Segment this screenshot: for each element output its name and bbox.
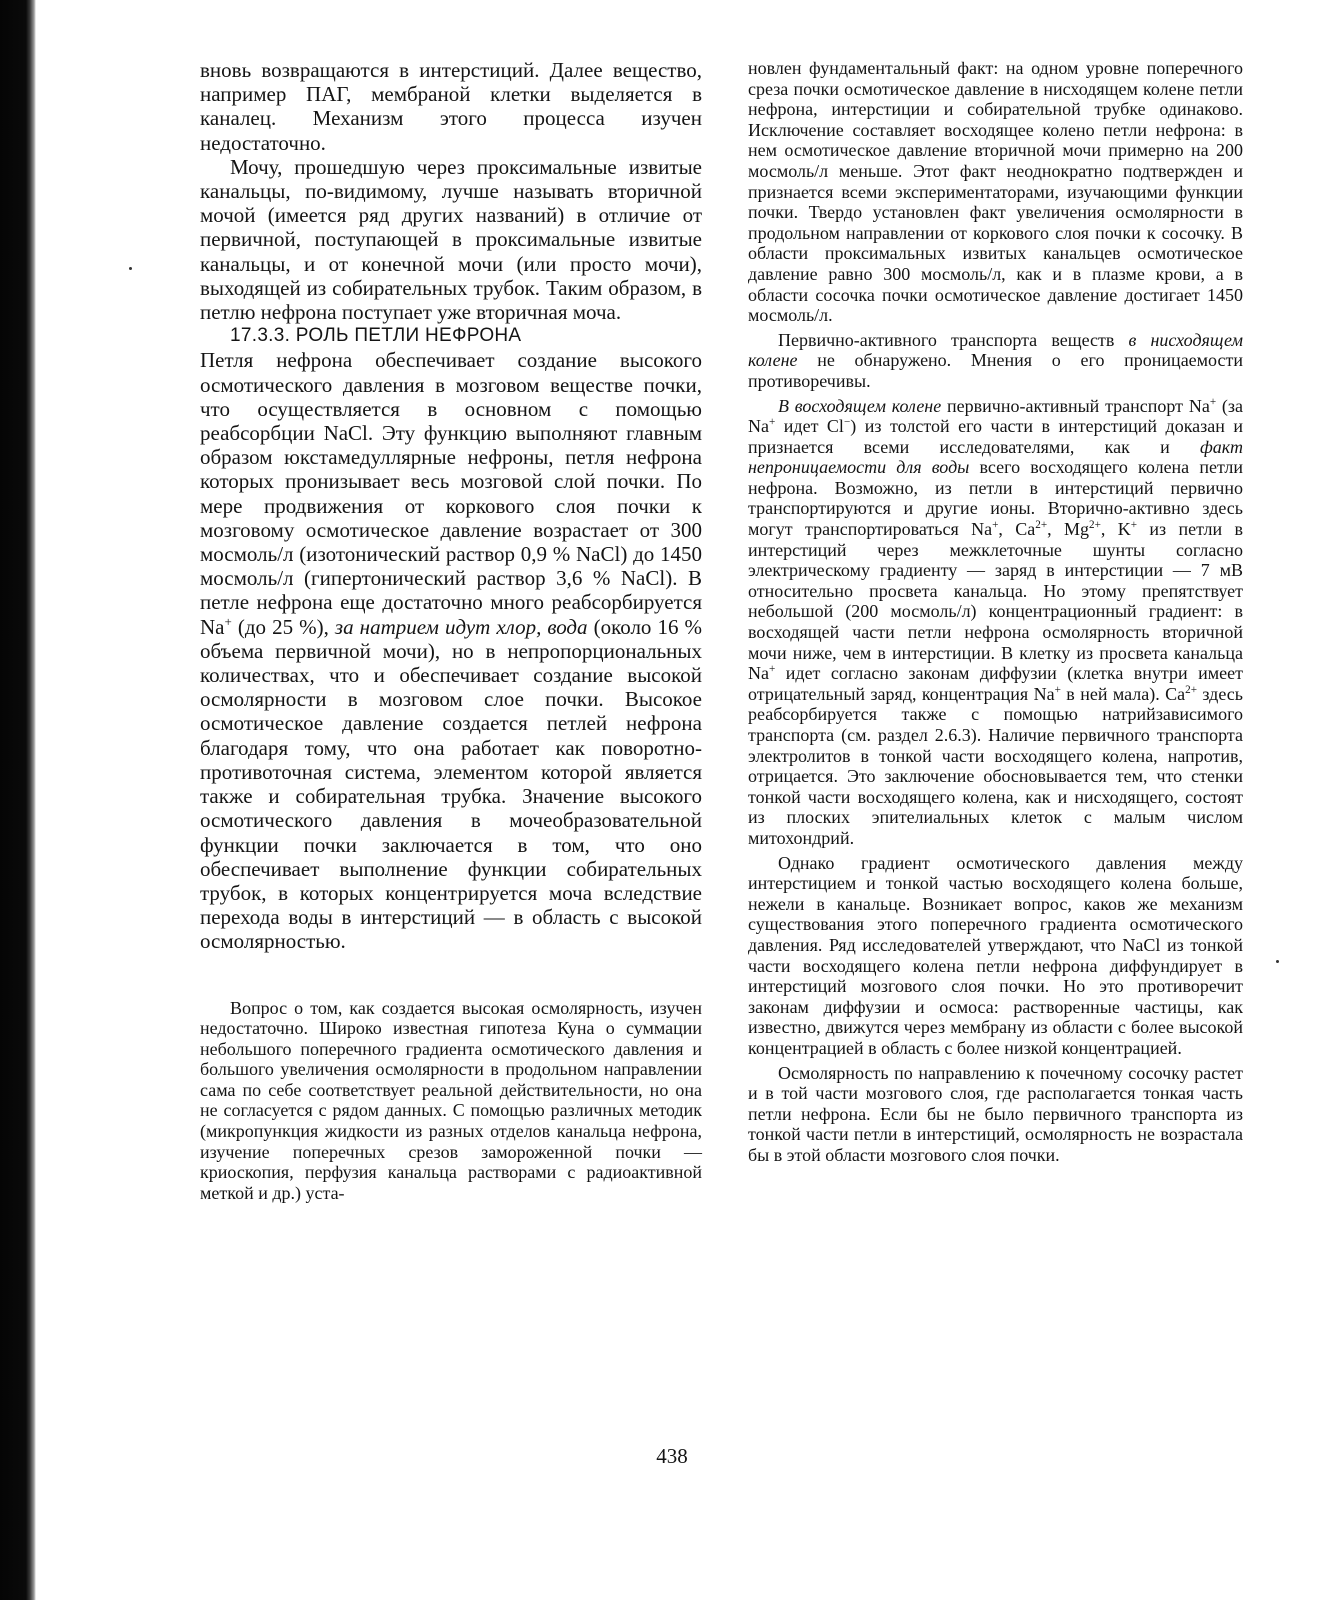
text-run: (за Na — [748, 395, 1244, 437]
paragraph — [748, 396, 1243, 849]
superscript: 2+ — [1088, 519, 1101, 532]
paragraph: Вопрос о том, как создается высокая осмолярность, изучен недостаточно. Широко известная гипотеза Куна о суммации небольшого поперечного градиента осмотического давления и большого увеличения осмолярности в продольном направлении сама по себе соответствует реальной действительности, но она не согласуется с рядом данных. С помощью различных методик (микропункция жидкости из разных отделов канальца нефрона, изучение поперечных срезов замороженной почки — криоскопия, перфузия канальца растворами с радиоактивной меткой и др.) уста- — [200, 997, 702, 1203]
text-run: идет согласно законам диффузии (клетка внутри имеет отрицательный заряд, концентрация Na — [748, 663, 1243, 704]
text-run: первично-активный транспорт Na — [941, 395, 1210, 416]
scan-binding-edge — [0, 0, 36, 1600]
text-run: из петли в интерстиций через межклеточные шунты согласно электрическому градиенту — заряд в интерстиции — 7 мВ относительно просвета канальца. Но этому препятствует небольшой (200 мосмоль/л) концентрационный градиент: в восходящей части петли нефрона осмолярность вторичной мочи ниже, чем в интерстиции. В клетку из просвета канальца Na — [748, 519, 1243, 684]
superscript: − — [843, 416, 851, 429]
superscript: + — [224, 613, 232, 629]
page-number: 438 — [656, 1444, 688, 1468]
superscript: 2+ — [1185, 683, 1197, 696]
text-run: Первично-активного транспорта веществ — [778, 329, 1129, 350]
paragraph: новлен фундаментальный факт: на одном уровне поперечного среза почки осмотическое давление в нисходящем колене петли нефрона, интерстиции и собирательной трубке одинаково. Исключение составляет восходящее колено петли нефрона: в нем осмотическое давление вторичной мочи примерно на 200 мосмоль/л меньше. Этот факт неоднократно подтвержден и признается всеми экспериментаторами, изучающими функции почки. Твердо установлен факт увеличения осмолярности в продольном направлении от коркового слоя почки к сосочку. В области проксимальных извитых канальцев осмотическое давление равно 300 мосмоль/л, как и в плазме крови, а в области сосочка почки осмотическое давление достигает 1450 мосмоль/л. — [748, 58, 1243, 326]
superscript: + — [769, 416, 776, 429]
text-run: в ней мала). Ca — [1060, 683, 1186, 704]
paragraph: вновь возвращаются в интерстиций. Далее вещество, например ПАГ, мембраной клетки выделяется в каналец. Механизм этого процесса изучен недостаточно. — [200, 58, 702, 155]
text-run: Петля нефрона обеспечивает создание высокого осмотического давления в мозговом веществе почки, что осуществляется в основном с помощью реабсорбции NaCl. Эту функцию выполняют главным образом юкстамедуллярные нефроны, петля нефрона которых пронизывает весь мозговой слой почки. По мере продвижения от коркового слоя почки к мозговому осмотическое давление возрастает от 300 мосмоль/л (изотонический раствор 0,9 % NaCl) до 1450 мосмоль/л (гипертонический раствор 3,6 % NaCl). В петле нефрона еще достаточно много реабсорбируется Na — [200, 348, 702, 639]
italic-run: за натрием идут хлор, вода — [334, 614, 588, 639]
text-run: , K — [1100, 519, 1131, 540]
text-run: не обнаружено. Мнения о его проницаемости противоречивы. — [748, 350, 1243, 391]
text-run: ) из толстой его части в интерстиций доказан и признается всеми исследователями, как и — [748, 416, 1244, 457]
superscript: + — [769, 663, 776, 676]
superscript: + — [1130, 519, 1138, 532]
paragraph: Осмолярность по направлению к почечному сосочку растет и в той части мозгового слоя, где располагается тонкая часть петли нефрона. Если бы не было первичного транспорта из тонкой части петли в интерстиций, осмолярность не возрастала бы в этой области мозгового слоя почки. — [748, 1062, 1243, 1165]
paragraph — [200, 348, 702, 953]
superscript: + — [1209, 395, 1217, 408]
text-run: (около 16 % объема первичной мочи), но в непропорциональных количествах, что и обеспечивает создание высокой осмолярности в мозговом слое почки. Высокое осмотическое давление создается петлей нефрона благодаря тому, что она работает как поворотно-противоточная система, элементом которой является также и собирательная трубка. Значение высокого осмотического давления в мочеобразовательной функции почки заключается в том, что оно обеспечивает выполнение функции собирательных трубок, в которых концентрируется моча вследствие перехода воды в интерстиций — в область с высокой осмолярностью. — [200, 614, 703, 954]
text-run: , Ca — [998, 519, 1036, 540]
text-run: , Mg — [1047, 519, 1089, 540]
superscript: + — [1054, 683, 1061, 696]
paragraph — [748, 330, 1243, 392]
text-run: всего восходящего колена петли нефрона. Возможно, из петли в интерстиций первично транспортируются и другие ионы. Вторично-активно здесь могут транспортироваться Na — [748, 457, 1243, 540]
text-run: здесь реабсорбируется также с помощью натрийзависимого транспорта (см. раздел 2.6.3). Наличие первичного транспорта электролитов в тонкой части восходящего колена, напротив, отрицается. Это заключение обосновывается тем, что стенки тонкой части восходящего колена, как и нисходящего, состоят из плоских эпителиальных клеток с малым числом митохондрий. — [748, 683, 1243, 848]
paragraph: Однако градиент осмотического давления между интерстицием и тонкой частью восходящего колена больше, нежели в канальце. Возникает вопрос, каков же механизм существования этого поперечного градиента осмотического давления. Ряд исследователей утверждают, что NaCl из тонкой части восходящего колена петли нефрона диффундирует в интерстиций мозгового слоя почки. Но это противоречит законам диффузии и осмоса: растворенные частицы, как известно, движутся через мембрану из области с более высокой концентрацией в область с более низкой концентрацией. — [748, 852, 1243, 1058]
right-column — [748, 58, 1243, 1165]
paragraph: Мочу, прошедшую через проксимальные извитые канальцы, по-видимому, лучше называть вторичной мочой (имеется ряд других названий) в отличие от первичной, поступающей в проксимальные извитые канальцы, и от конечной мочи (или просто мочи), выходящей из собирательных трубок. Таким образом, в петлю нефрона поступает уже вторичная моча. — [200, 154, 702, 325]
scan-speck — [129, 267, 132, 270]
superscript: 2+ — [1035, 519, 1048, 532]
scan-speck — [1276, 960, 1279, 963]
left-column — [200, 58, 702, 1203]
superscript: + — [992, 519, 999, 532]
italic-run: факт непроницаемости для воды — [748, 436, 1243, 478]
section-heading: 17.3.3. РОЛЬ ПЕТЛИ НЕФРОНА — [230, 325, 522, 347]
text-run: (до 25 %), — [231, 614, 335, 639]
italic-run: в нисходящем колене — [748, 329, 1243, 371]
italic-run: В восходящем колене — [778, 395, 942, 416]
text-run: идет Cl — [775, 416, 844, 437]
